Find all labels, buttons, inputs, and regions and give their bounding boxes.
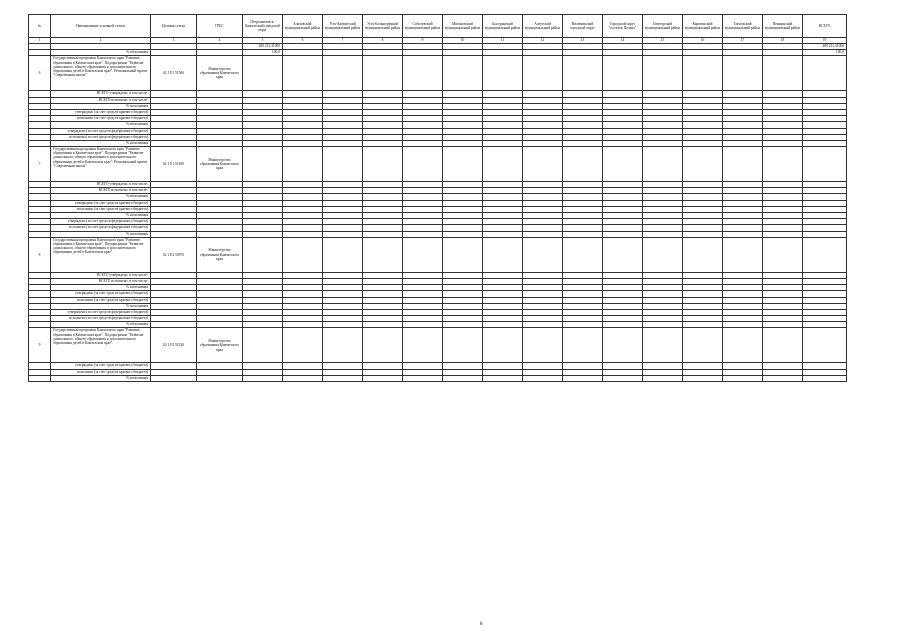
row-label: % исполнения xyxy=(51,122,151,128)
value-cell xyxy=(363,147,403,182)
column-number: 2 xyxy=(51,38,151,44)
value-cell xyxy=(483,56,523,91)
column-header: Петропавловск-Камчатский городской округ xyxy=(243,15,283,38)
target-article: 02 1 Е1 51690 xyxy=(151,147,197,182)
column-header: № xyxy=(29,15,51,38)
column-number: 18 xyxy=(763,38,803,44)
value-cell xyxy=(763,328,803,363)
row-label: % исполнения xyxy=(51,303,151,309)
column-number: 14 xyxy=(603,38,643,44)
row-label: ВСЕГО исполнено, в том числе: xyxy=(51,97,151,103)
row-title: Государственная программа Камчатского края "Развитие образования в Камчатском крае". Подпрограмма "Развитие дошкольного, общего образования и дополнительного образования детей в Камчатском крае". xyxy=(51,237,151,272)
grbs: Министерство образования Камчатского края xyxy=(197,328,243,363)
value-cell xyxy=(323,56,363,91)
value-cell xyxy=(483,375,523,381)
value-cell xyxy=(763,375,803,381)
column-header: Мильковский муниципальный район xyxy=(443,15,483,38)
value-cell xyxy=(723,56,763,91)
value-cell xyxy=(563,147,603,182)
row-label: % исполнения xyxy=(51,213,151,219)
value-cell xyxy=(363,328,403,363)
total-cell: 280 212,41000 xyxy=(803,44,847,50)
column-number: 3 xyxy=(151,38,197,44)
value-cell xyxy=(403,375,443,381)
target-article: 02 1 Е2 50970 xyxy=(151,237,197,272)
value-cell xyxy=(603,147,643,182)
total-cell xyxy=(803,375,847,381)
column-header: Карагинский муниципальный район xyxy=(683,15,723,38)
row-label: утверждено (за счет средств федерального бюджета) xyxy=(51,309,151,315)
row-label: % исполнения xyxy=(51,140,151,146)
row-label: % исполнения xyxy=(51,194,151,200)
value-cell xyxy=(523,375,563,381)
row-label: утверждено (за счет средств краевого бюджета) xyxy=(51,363,151,369)
value-cell xyxy=(403,147,443,182)
table-row xyxy=(29,375,847,381)
row-label: исполнено (за счет средств федерального бюджета) xyxy=(51,316,151,322)
value-cell xyxy=(363,56,403,91)
column-number: 13 xyxy=(563,38,603,44)
row-label: утверждено (за счет средств федерального бюджета) xyxy=(51,219,151,225)
value-cell xyxy=(363,237,403,272)
target-article xyxy=(151,375,197,381)
row-label: % исполнения xyxy=(51,375,151,381)
column-header: Быстринский муниципальный район xyxy=(483,15,523,38)
value-cell: 280 212,41000 xyxy=(243,44,283,50)
row-title: Государственная программа Камчатского края "Развитие образования в Камчатском крае". Подпрограмма "Развитие дошкольного, общего образования и дополнительного образования детей в Камчатском крае". Региональный проект "Современная школа" xyxy=(51,56,151,91)
total-cell xyxy=(803,237,847,272)
column-number: 19 xyxy=(803,38,847,44)
value-cell: 100,0 xyxy=(243,50,283,56)
target-article: 02 1 Р2 52320 xyxy=(151,328,197,363)
row-label: ВСЕГО исполнено, в том числе: xyxy=(51,278,151,284)
value-cell xyxy=(283,56,323,91)
column-header: Пенжинский муниципальный район xyxy=(763,15,803,38)
value-cell xyxy=(243,56,283,91)
column-number: 6 xyxy=(283,38,323,44)
value-cell xyxy=(323,147,363,182)
page-number: 8 xyxy=(480,622,483,627)
value-cell xyxy=(763,56,803,91)
row-label: % исполнения xyxy=(51,322,151,328)
value-cell xyxy=(563,237,603,272)
value-cell xyxy=(243,375,283,381)
table-row xyxy=(29,56,847,91)
column-header: Елизовский муниципальный район xyxy=(283,15,323,38)
value-cell xyxy=(363,375,403,381)
value-cell xyxy=(443,56,483,91)
value-cell xyxy=(723,328,763,363)
value-cell xyxy=(443,147,483,182)
column-number: 9 xyxy=(403,38,443,44)
column-header: Алеутский муниципальный район xyxy=(523,15,563,38)
row-label: ВСЕГО утверждено, в том числе: xyxy=(51,182,151,188)
row-label: % исполнения xyxy=(51,231,151,237)
value-cell xyxy=(563,328,603,363)
value-cell xyxy=(683,56,723,91)
value-cell xyxy=(643,375,683,381)
column-number: 12 xyxy=(523,38,563,44)
row-number: 6 xyxy=(29,56,51,91)
value-cell xyxy=(483,147,523,182)
value-cell xyxy=(523,237,563,272)
column-header: Соболевский муниципальный район xyxy=(403,15,443,38)
value-cell xyxy=(443,375,483,381)
value-cell xyxy=(483,328,523,363)
value-cell xyxy=(283,328,323,363)
table-header-row xyxy=(29,15,847,38)
row-label: исполнено (за счет средств краевого бюджета) xyxy=(51,206,151,212)
column-number: 8 xyxy=(363,38,403,44)
column-header: Усть-Большерецкий муниципальный район xyxy=(363,15,403,38)
value-cell xyxy=(403,56,443,91)
column-header: ВСЕГО xyxy=(803,15,847,38)
value-cell xyxy=(723,375,763,381)
value-cell xyxy=(443,237,483,272)
value-cell xyxy=(323,237,363,272)
value-cell xyxy=(683,237,723,272)
total-cell xyxy=(803,56,847,91)
row-number: 8 xyxy=(29,237,51,272)
row-label: исполнено (за счет средств краевого бюджета) xyxy=(51,116,151,122)
total-cell xyxy=(803,328,847,363)
row-label: исполнено (за счет средств краевого бюджета) xyxy=(51,369,151,375)
value-cell xyxy=(683,375,723,381)
column-header: Тигильский муниципальный район xyxy=(723,15,763,38)
grbs: Министерство образования Камчатского края xyxy=(197,147,243,182)
column-header: Вилючинский городской округ xyxy=(563,15,603,38)
value-cell xyxy=(643,237,683,272)
row-label: исполнено (за счет средств федерального бюджета) xyxy=(51,225,151,231)
column-number: 4 xyxy=(197,38,243,44)
value-cell xyxy=(683,147,723,182)
row-number: 7 xyxy=(29,147,51,182)
value-cell xyxy=(283,375,323,381)
value-cell xyxy=(683,328,723,363)
table-row xyxy=(29,237,847,272)
column-header: Наименование основной статьи xyxy=(51,15,151,38)
value-cell xyxy=(603,328,643,363)
row-label: утверждено (за счет средств краевого бюджета) xyxy=(51,200,151,206)
column-number: 15 xyxy=(643,38,683,44)
value-cell xyxy=(283,147,323,182)
value-cell xyxy=(523,328,563,363)
value-cell xyxy=(643,56,683,91)
budget-report-sheet xyxy=(28,14,844,627)
total-cell xyxy=(803,147,847,182)
value-cell xyxy=(443,328,483,363)
value-cell xyxy=(723,237,763,272)
value-cell xyxy=(523,56,563,91)
row-title: Государственная программа Камчатского края "Развитие образования в Камчатском крае". Подпрограмма "Развитие дошкольного, общего образования и дополнительного образования детей в Камчатском крае". Региональный проект "Современная школа". xyxy=(51,147,151,182)
column-header: Олюторский муниципальный район xyxy=(643,15,683,38)
row-label: ВСЕГО утверждено, в том числе: xyxy=(51,91,151,97)
table-row xyxy=(29,147,847,182)
row-number: 9 xyxy=(29,328,51,363)
value-cell xyxy=(243,328,283,363)
target-article: 02 1 Е1 51560 xyxy=(151,56,197,91)
value-cell xyxy=(403,237,443,272)
column-number: 11 xyxy=(483,38,523,44)
row-label: утверждено (за счет средств краевого бюджета) xyxy=(51,109,151,115)
budget-table xyxy=(28,14,847,382)
row-label: исполнено (за счет средств краевого бюджета) xyxy=(51,297,151,303)
value-cell xyxy=(283,237,323,272)
value-cell xyxy=(563,56,603,91)
row-label: ВСЕГО утверждено, в том числе: xyxy=(51,272,151,278)
table-row xyxy=(29,328,847,363)
value-cell xyxy=(723,147,763,182)
row-label: % исполнения xyxy=(51,103,151,109)
value-cell xyxy=(603,237,643,272)
row-label: утверждено (за счет средств краевого бюджета) xyxy=(51,291,151,297)
column-number: 10 xyxy=(443,38,483,44)
value-cell xyxy=(563,375,603,381)
value-cell xyxy=(763,237,803,272)
column-header: Усть-Камчатский муниципальный район xyxy=(323,15,363,38)
row-label: утверждено (за счет средств федерального бюджета) xyxy=(51,128,151,134)
column-number: 7 xyxy=(323,38,363,44)
value-cell xyxy=(643,328,683,363)
value-cell xyxy=(323,375,363,381)
column-number: 17 xyxy=(723,38,763,44)
grbs: Министерство образования Камчатского края xyxy=(197,56,243,91)
value-cell xyxy=(243,237,283,272)
column-header: ГРБС xyxy=(197,15,243,38)
value-cell xyxy=(243,147,283,182)
value-cell xyxy=(323,328,363,363)
value-cell xyxy=(523,147,563,182)
value-cell xyxy=(603,56,643,91)
value-cell xyxy=(763,147,803,182)
row-label: % исполнения xyxy=(51,50,151,56)
value-cell xyxy=(603,375,643,381)
table-body xyxy=(29,44,847,382)
column-number: 5 xyxy=(243,38,283,44)
value-cell xyxy=(643,147,683,182)
column-number: 16 xyxy=(683,38,723,44)
row-title: Государственная программа Камчатского края "Развитие образования в Камчатском крае". Подпрограмма "Развитие дошкольного, общего образования и дополнительного образования детей в Камчатском крае". xyxy=(51,328,151,363)
grbs xyxy=(197,375,243,381)
row-label: ВСЕГО исполнено, в том числе: xyxy=(51,188,151,194)
row-label: исполнено (за счет средств федерального бюджета) xyxy=(51,134,151,140)
row-label: % исполнения xyxy=(51,285,151,291)
value-cell xyxy=(483,237,523,272)
value-cell xyxy=(403,328,443,363)
column-header: Городской округ "поселок Палана" xyxy=(603,15,643,38)
grbs: Министерство образования Камчатского края xyxy=(197,237,243,272)
column-number: 1 xyxy=(29,38,51,44)
row-number xyxy=(29,375,51,381)
column-header: Целевая статья xyxy=(151,15,197,38)
total-cell: 100,0 xyxy=(803,50,847,56)
